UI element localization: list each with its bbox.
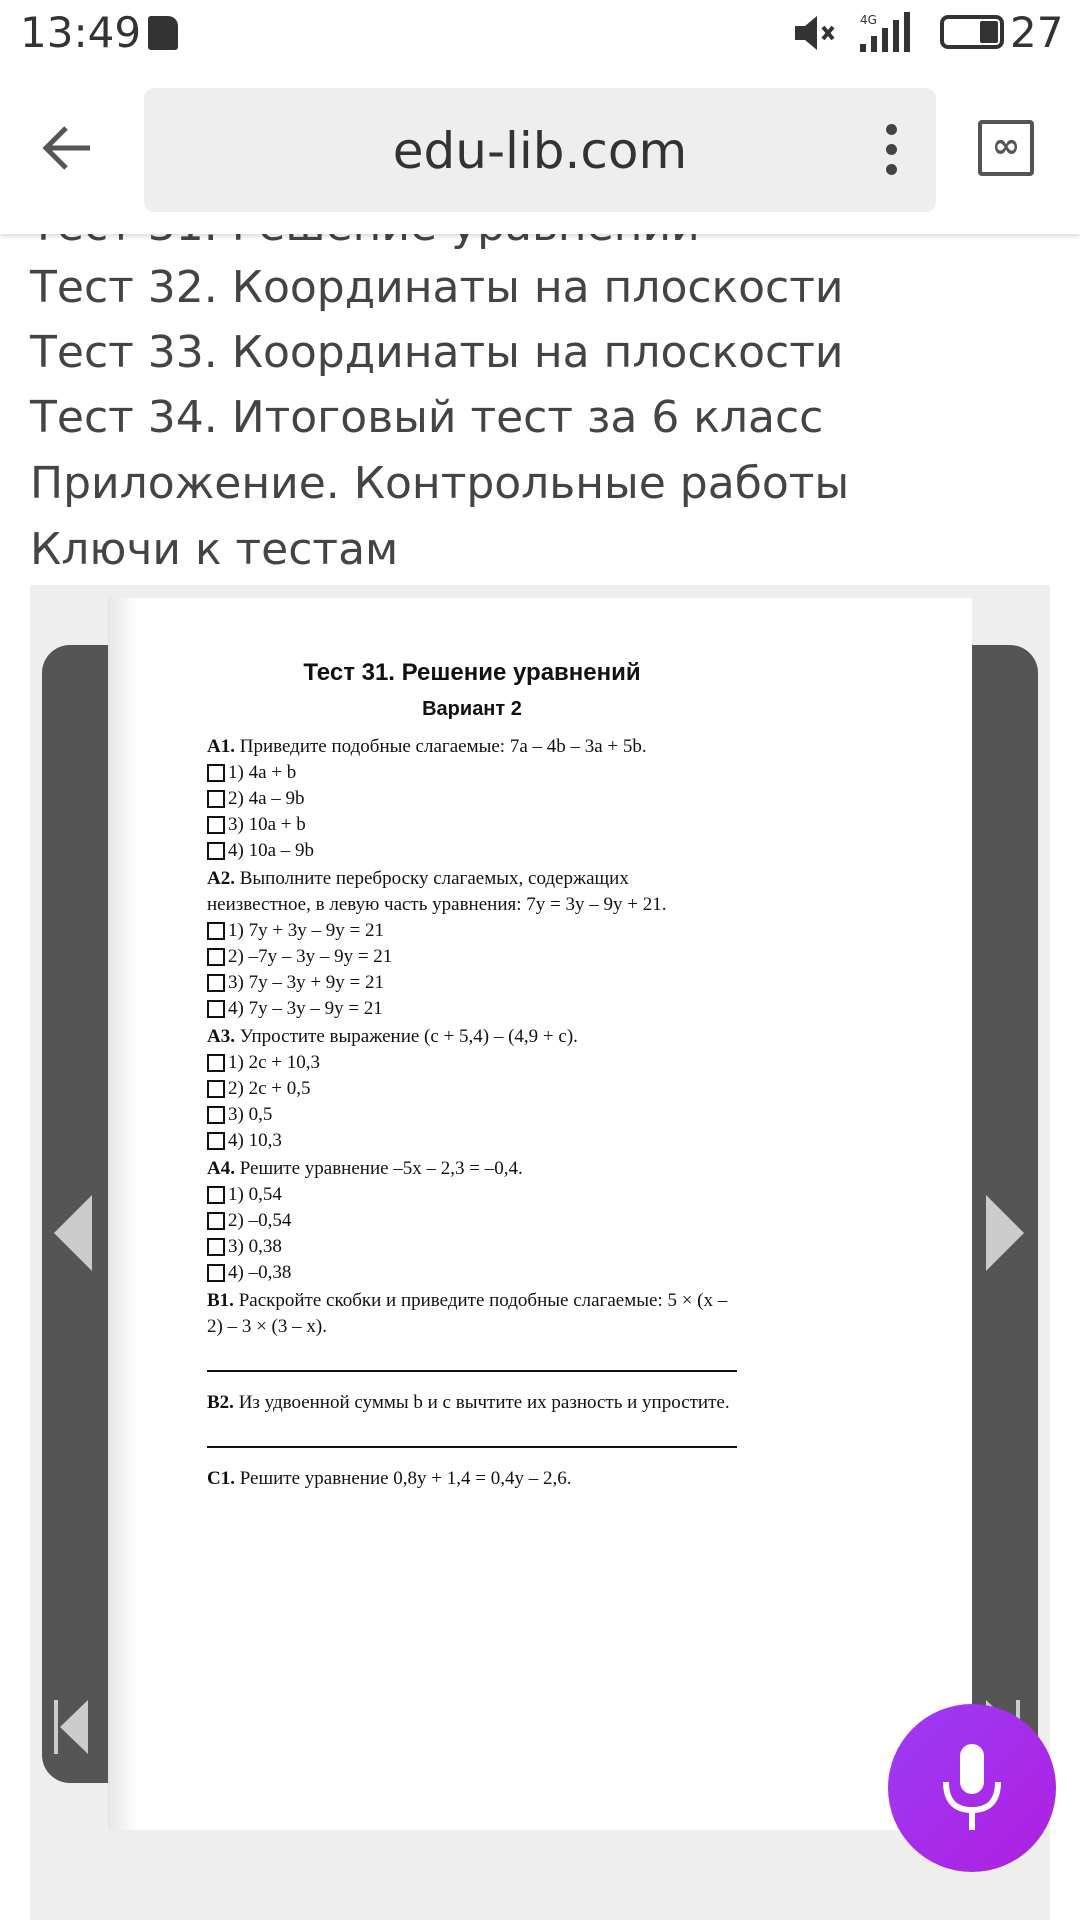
link-answer-keys[interactable]: Ключи к тестам	[30, 524, 399, 575]
url-text: edu-lib.com	[392, 122, 688, 180]
sd-card-icon	[148, 16, 178, 50]
question-b2: В2. Из удвоенной суммы b и c вычтите их разность и упростите.	[207, 1392, 730, 1413]
first-page-icon[interactable]	[54, 1700, 90, 1754]
question-c1: С1. Решите уравнение 0,8y + 1,4 = 0,4y – 2,6.	[207, 1468, 572, 1489]
checkbox-icon	[207, 974, 225, 992]
checkbox-icon	[207, 922, 225, 940]
option: 3) 10a + b	[207, 812, 737, 838]
link-appendix[interactable]: Приложение. Контрольные работы	[30, 458, 850, 509]
browser-toolbar	[0, 66, 1080, 234]
option: 3) 7y – 3y + 9y = 21	[207, 970, 737, 996]
checkbox-icon	[207, 1106, 225, 1124]
option: 1) 0,54	[207, 1182, 737, 1208]
document-variant: Вариант 2	[422, 698, 522, 720]
checkbox-icon	[207, 1080, 225, 1098]
option: 2) 4a – 9b	[207, 786, 737, 812]
link-test-32[interactable]: Тест 32. Координаты на плоскости	[30, 262, 844, 313]
question-a2: А2. Выполните переброску слагаемых, содержащих неизвестное, в левую часть уравнения: 7y = 3y – 9y + 21.	[207, 868, 667, 915]
document-title: Тест 31. Решение уравнений	[303, 659, 641, 686]
option: 4) 10a – 9b	[207, 838, 737, 864]
option: 1) 7y + 3y – 9y = 21	[207, 918, 737, 944]
checkbox-icon	[207, 764, 225, 782]
question-a3: А3. Упростите выражение (c + 5,4) – (4,9 + c).	[207, 1026, 578, 1047]
option: 1) 2c + 10,3	[207, 1050, 737, 1076]
option: 3) 0,38	[207, 1234, 737, 1260]
checkbox-icon	[207, 1238, 225, 1256]
checkbox-icon	[207, 948, 225, 966]
checkbox-icon	[207, 816, 225, 834]
tabs-button[interactable]: ∞	[978, 120, 1034, 176]
checkbox-icon	[207, 1132, 225, 1150]
option: 1) 4a + b	[207, 760, 737, 786]
option: 4) –0,38	[207, 1260, 737, 1286]
option: 2) –0,54	[207, 1208, 737, 1234]
arrow-left-icon[interactable]	[38, 118, 98, 178]
checkbox-icon	[207, 1186, 225, 1204]
answer-line	[207, 1446, 737, 1448]
signal-icon	[856, 12, 914, 54]
checkbox-icon	[207, 1000, 225, 1018]
checkbox-icon	[207, 790, 225, 808]
test-document	[207, 660, 737, 1492]
status-bar	[0, 0, 1080, 66]
option: 2) –7y – 3y – 9y = 21	[207, 944, 737, 970]
link-test-33[interactable]: Тест 33. Координаты на плоскости	[30, 327, 844, 378]
option: 4) 7y – 3y – 9y = 21	[207, 996, 737, 1022]
question-a4: А4. Решите уравнение –5x – 2,3 = –0,4.	[207, 1158, 523, 1179]
battery-icon	[940, 15, 1004, 49]
link-test-34[interactable]: Тест 34. Итоговый тест за 6 класс	[30, 392, 824, 443]
checkbox-icon	[207, 1212, 225, 1230]
next-page-icon[interactable]	[986, 1195, 1024, 1271]
microphone-icon	[936, 1742, 1008, 1834]
question-b1: В1. Раскройте скобки и приведите подобные слагаемые: 5 × (x – 2) – 3 × (3 – x).	[207, 1290, 728, 1337]
prev-page-icon[interactable]	[54, 1195, 92, 1271]
battery-level: 27	[1010, 8, 1064, 57]
checkbox-icon	[207, 842, 225, 860]
option: 4) 10,3	[207, 1128, 737, 1154]
question-a1: А1. Приведите подобные слагаемые: 7a – 4b – 3a + 5b.	[207, 736, 647, 757]
option: 3) 0,5	[207, 1102, 737, 1128]
checkbox-icon	[207, 1264, 225, 1282]
status-time: 13:49	[20, 8, 142, 57]
voice-input-button[interactable]	[888, 1704, 1056, 1872]
volume-muted-icon	[793, 13, 837, 53]
page-edge	[108, 598, 138, 1830]
answer-line	[207, 1370, 737, 1372]
more-vert-icon[interactable]	[884, 124, 900, 178]
address-bar[interactable]	[144, 88, 936, 212]
option: 2) 2c + 0,5	[207, 1076, 737, 1102]
network-type: 4G	[860, 13, 877, 27]
checkbox-icon	[207, 1054, 225, 1072]
